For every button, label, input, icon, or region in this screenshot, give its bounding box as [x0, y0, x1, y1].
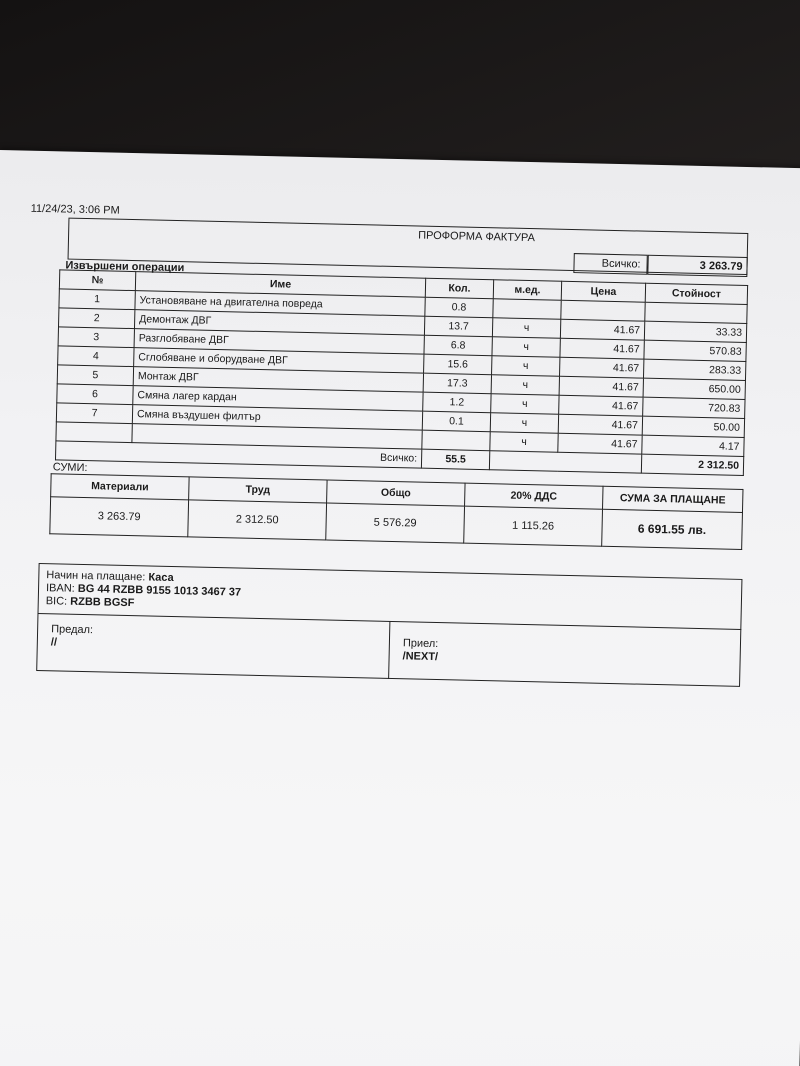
sums-vat-value: 1 115.26 [464, 506, 603, 546]
row-name: Монтаж ДВГ [133, 367, 423, 393]
row-name: Установяване на двигателна повреда [135, 291, 425, 317]
col-number: № [59, 270, 135, 291]
row-price: 41.67 [560, 357, 644, 378]
row-number: 1 [59, 289, 135, 310]
handed-over-label: Предал: [51, 623, 94, 637]
row-qty: 15.6 [424, 354, 492, 375]
sums-col-materials: Материали [51, 474, 189, 500]
iban-label: IBAN: [45, 582, 75, 595]
sums-col-vat: 20% ДДС [465, 483, 603, 509]
row-unit: ч [492, 337, 560, 358]
row-value: 570.83 [644, 340, 746, 361]
row-qty [422, 430, 490, 451]
sums-table [49, 473, 743, 550]
operations-total-value: 2 312.50 [641, 454, 743, 475]
sums-labor-value: 2 312.50 [188, 500, 327, 540]
row-unit [493, 299, 561, 320]
row-unit: ч [491, 375, 559, 396]
row-qty: 0.1 [422, 411, 490, 432]
row-value: 283.33 [643, 359, 745, 380]
row-value: 4.17 [642, 435, 744, 456]
row-number: 5 [57, 365, 133, 386]
received-value: /NEXT/ [402, 650, 439, 664]
sums-materials-value: 3 263.79 [50, 497, 189, 537]
operations-table [52, 269, 748, 476]
row-number [56, 422, 132, 443]
row-name: Разглобяване ДВГ [134, 329, 424, 355]
row-number: 3 [58, 327, 134, 348]
row-unit: ч [492, 356, 560, 377]
row-qty: 13.7 [424, 316, 492, 337]
row-name: Смяна лагер кардан [133, 386, 423, 412]
row-value: 720.83 [643, 397, 745, 418]
payment-method-label: Начин на плащане: [46, 569, 146, 584]
row-value: 650.00 [643, 378, 745, 399]
sums-col-labor: Труд [189, 477, 327, 503]
operations-total-empty [489, 451, 641, 473]
grand-total-label: Всичко: [573, 253, 647, 275]
bic-value: RZBB BGSF [70, 595, 135, 610]
payment-details [46, 569, 242, 612]
sums-label: СУМИ: [52, 461, 88, 475]
row-price: 41.67 [560, 319, 644, 340]
sums-total-value: 5 576.29 [326, 503, 465, 543]
handed-over-value: // [50, 636, 58, 649]
sums-col-amount-due: СУМА ЗА ПЛАЩАНЕ [603, 486, 743, 512]
iban-value: BG 44 RZBB 9155 1013 3467 37 [77, 582, 242, 599]
operations-total-qty: 55.5 [421, 449, 489, 470]
row-number: 6 [57, 384, 133, 405]
row-number: 2 [59, 308, 135, 329]
row-unit: ч [490, 432, 558, 453]
row-number: 4 [58, 346, 134, 367]
col-unit: м.ед. [493, 280, 561, 301]
print-timestamp: 11/24/23, 3:06 PM [30, 202, 120, 217]
row-qty: 1.2 [423, 392, 491, 413]
row-unit: ч [490, 413, 558, 434]
col-price: Цена [561, 281, 645, 302]
row-value [645, 302, 747, 323]
received-block [402, 637, 438, 664]
payment-method-value: Каса [148, 571, 174, 585]
row-qty: 6.8 [424, 335, 492, 356]
row-price: 41.67 [559, 395, 643, 416]
row-value: 50.00 [642, 416, 744, 437]
col-value: Стойност [645, 283, 747, 304]
row-price: 41.67 [560, 338, 644, 359]
row-name: Смяна въздушен филтър [132, 405, 422, 431]
sums-amount-due-value: 6 691.55 лв. [602, 509, 743, 549]
row-qty: 17.3 [423, 373, 491, 394]
bic-label: BIC: [45, 595, 68, 608]
row-name: Демонтаж ДВГ [134, 310, 424, 336]
row-unit: ч [492, 318, 560, 339]
row-qty: 0.8 [425, 297, 493, 318]
col-name: Име [135, 272, 425, 298]
row-name: Сглобяване и оборудване ДВГ [134, 348, 424, 374]
handed-over-block [51, 623, 94, 650]
operations-section-title: Извършени операции [65, 259, 185, 275]
sums-col-total: Общо [327, 480, 465, 506]
document-title: ПРОФОРМА ФАКТУРА [418, 229, 536, 245]
row-price: 41.67 [558, 433, 642, 454]
received-label: Приел: [402, 637, 439, 651]
row-price: 41.67 [558, 414, 642, 435]
row-unit: ч [491, 394, 559, 415]
invoice-sheet [0, 150, 800, 1066]
col-qty: Кол. [425, 278, 493, 299]
row-price: 41.67 [559, 376, 643, 397]
row-number: 7 [56, 403, 132, 424]
row-value: 33.33 [644, 321, 746, 342]
grand-total-value: 3 263.79 [647, 255, 747, 277]
operations-total-label: Всичко: [55, 441, 421, 468]
row-price [561, 300, 645, 321]
